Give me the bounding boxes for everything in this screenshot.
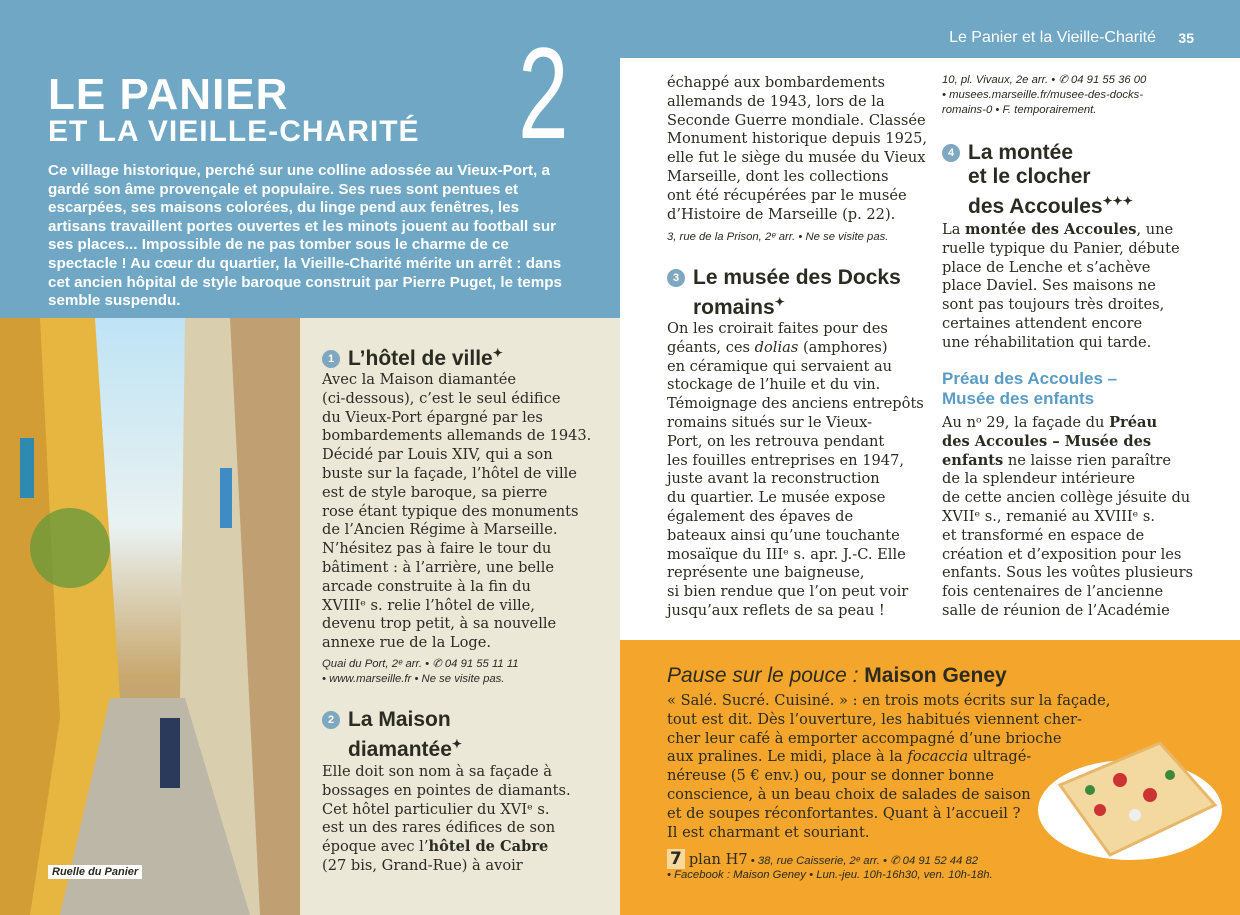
- text-line: tout est dit. Dès l’ouverture, les habitués viennent cher-: [667, 710, 1082, 728]
- photo-caption: Ruelle du Panier: [48, 865, 142, 879]
- text-line: géants, ces dolias (amphores): [667, 338, 888, 356]
- section-3-body: [667, 320, 924, 621]
- text-line: Marseille, dont les collections: [667, 167, 889, 185]
- number-badge: 3: [667, 269, 685, 287]
- text-line: 3, rue de la Prison, 2ᵉ arr. • Ne se visite pas.: [667, 231, 889, 243]
- section-title-3: des Accoules: [968, 195, 1103, 218]
- text-line: romains-0 • F. temporairement.: [942, 104, 1097, 116]
- text-line: mosaïque du IIIᵉ s. apr. J.-C. Elle: [667, 545, 906, 563]
- text-line: devenu trop petit, à sa nouvelle: [322, 615, 557, 633]
- subheading: [942, 369, 1117, 409]
- text-line: enfants. Sous les voûtes plusieurs: [942, 564, 1194, 582]
- subheading-line: Musée des enfants: [942, 389, 1095, 408]
- text-line: stockage de l’huile et du vin.: [667, 376, 881, 394]
- text-line: N’hésitez pas à faire le tour du: [322, 540, 552, 558]
- text-line: en céramique qui servaient au: [667, 357, 893, 375]
- text-line: bombardements allemands de 1943.: [322, 427, 592, 445]
- plan-ref: plan H7: [688, 851, 748, 868]
- street-photo: [0, 318, 300, 915]
- text-line: ruelle typique du Panier, débute: [942, 239, 1180, 257]
- text-line: juste avant la reconstruction: [667, 470, 880, 488]
- text-line: jusqu’aux reflets de sa peau !: [667, 601, 885, 619]
- number-badge: 1: [322, 350, 340, 368]
- text-line: ont été récupérées par le musée: [667, 186, 907, 204]
- pause-info-line-2: • Facebook : Maison Geney • Lun.-jeu. 10h-16h30, ven. 10h-18h.: [667, 869, 993, 881]
- star-rating: ✦: [451, 737, 462, 751]
- text-line: représente une baigneuse,: [667, 564, 865, 582]
- text-line: allemands de 1943, lors de la: [667, 92, 885, 110]
- text-line: Seconde Guerre mondiale. Classée: [667, 111, 926, 129]
- text-line: fois centenaires de l’ancienne: [942, 583, 1164, 601]
- text-line: certaines attendent encore: [942, 314, 1143, 332]
- pause-name: Maison Geney: [864, 664, 1007, 687]
- pause-info-line-1: [667, 849, 978, 869]
- text-line: Elle doit son nom à sa façade à: [322, 763, 553, 780]
- text-line: enfants ne laisse rien paraître: [942, 451, 1171, 469]
- text-line: rose étant typique des monuments: [322, 502, 579, 520]
- text-line: On les croirait faites pour des: [667, 320, 888, 337]
- page-number: 35: [1178, 30, 1194, 46]
- text-line: de l’Ancien Régime à Marseille.: [322, 521, 558, 539]
- text-line: annexe rue de la Loge.: [322, 634, 492, 652]
- section-1-body: [322, 371, 591, 653]
- text-line: les fouilles entreprises en 1947,: [667, 451, 904, 469]
- text-line: aux pralines. Le midi, place à la focaccia ultragé-: [667, 748, 1032, 766]
- text-line: du Vieux-Port épargné par les: [322, 408, 543, 426]
- section-3-info: [942, 73, 1146, 118]
- text-line: Avec la Maison diamantée: [322, 371, 517, 388]
- text-line: XVIIᵉ s., remanié au XVIIIᵉ s.: [942, 507, 1156, 525]
- text-line: Au nᵒ 29, la façade du Préau: [942, 414, 1158, 431]
- text-line: arcade construite à la fin du: [322, 577, 531, 595]
- text-line: de cette ancien collège jésuite du: [942, 489, 1191, 507]
- text-line: conscience, à un beau choix de salades de saison: [667, 785, 1031, 803]
- star-rating: ✦: [774, 295, 785, 309]
- section-title-2: et le clocher: [968, 165, 1091, 188]
- pause-heading: [667, 664, 1007, 688]
- text-line: et transformé en espace de: [942, 526, 1145, 544]
- section-title-2: diamantée: [348, 738, 452, 761]
- pause-label: Pause sur le pouce :: [667, 664, 859, 687]
- bold-text: des Accoules – Musée des: [942, 432, 1152, 450]
- chapter-intro: Ce village historique, perché sur une colline adossée au Vieux-Port, a gardé son âme provençale et populaire. Ses rues sont pentues et escarpées, ses maisons colorées, du linge pend aux fenêtres, les artisans travaillent portes ouvertes et les minots jouent au football sur ses places... Impossible de ne pas tomber sous le charme de ce spectacle ! Au cœur du quartier, la Vieille-Charité mérite un arrêt : dans cet ancien hôpital de style baroque construit par Pierre Puget, le temps semble suspendu.: [48, 162, 562, 310]
- text-line: place de Lenche et s’achève: [942, 258, 1151, 276]
- section-title: La Maison: [348, 708, 451, 731]
- bold-text: enfants: [942, 451, 1004, 469]
- text-line: si bien rendue que l’on peut voir: [667, 583, 909, 601]
- text-line: néreuse (5 € env.) ou, pour se donner bonne: [667, 767, 994, 785]
- text-line: Cet hôtel particulier du XVIᵉ s.: [322, 800, 550, 818]
- text-line: Il est charmant et souriant.: [667, 823, 870, 841]
- text-line: buste sur la façade, l’hôtel de ville: [322, 464, 577, 482]
- text-line: d’Histoire de Marseille (p. 22).: [667, 205, 896, 223]
- chapter-number: 2: [518, 20, 569, 166]
- text-line: salle de réunion de l’Académie: [942, 601, 1170, 619]
- text-line: Quai du Port, 2ᵉ arr. • ✆ 04 91 55 11 11: [322, 658, 519, 670]
- text-line: place Daviel. Ses maisons ne: [942, 277, 1156, 295]
- text-line: cher leur café à emporter accompagné d’une brioche: [667, 729, 1062, 747]
- text-line: XVIIIᵉ s. relie l’hôtel de ville,: [322, 596, 535, 614]
- pause-address: • 38, rue Caisserie, 2ᵉ arr. • ✆ 04 91 52 44 82: [747, 855, 979, 867]
- section-1-heading: [322, 341, 503, 371]
- text-line: • musees.marseille.fr/musee-des-docks-: [942, 89, 1144, 101]
- section-1-info: [322, 657, 519, 687]
- running-title: Le Panier et la Vieille-Charité: [949, 29, 1156, 46]
- focaccia-illustration: [1030, 735, 1230, 865]
- text-line: Monument historique depuis 1925,: [667, 130, 928, 148]
- text-line: et de soupes réconfortantes. Quant à l’accueil ?: [667, 804, 1021, 822]
- text-line: 10, pl. Vivaux, 2e arr. • ✆ 04 91 55 36 00: [942, 74, 1147, 86]
- star-rating: ✦: [492, 346, 503, 360]
- text-line: est un des rares édifices de son: [322, 819, 556, 837]
- bold-text: Préau: [1109, 414, 1158, 431]
- text-line: une réhabilitation qui tarde.: [942, 333, 1152, 351]
- text-line: de la splendeur intérieure: [942, 470, 1136, 488]
- section-4-heading: [942, 141, 1133, 219]
- text-line: elle fut le siège du musée du Vieux: [667, 149, 926, 167]
- chapter-title: LE PANIER: [48, 70, 289, 119]
- star-rating: ✦✦✦: [1102, 194, 1133, 208]
- text-line: Décidé par Louis XIV, qui a son: [322, 446, 553, 464]
- plan-number: 7: [667, 849, 685, 869]
- text-line: est de style baroque, sa pierre: [322, 483, 548, 501]
- bold-text: montée des Accoules: [965, 221, 1137, 238]
- text-line: romains situés sur le Vieux-: [667, 413, 873, 431]
- text-line: création et d’exposition pour les: [942, 545, 1182, 563]
- text-line: [942, 433, 1193, 452]
- chapter-subtitle: ET LA VIEILLE-CHARITÉ: [48, 115, 420, 148]
- number-badge: 2: [322, 711, 340, 729]
- section-title: Le musée des Docks: [693, 266, 901, 289]
- section-2-body-cont: [667, 74, 927, 224]
- number-badge: 4: [942, 144, 960, 162]
- subsection-body: [942, 414, 1193, 621]
- text-line: bateaux ainsi qu’une touchante: [667, 526, 900, 544]
- italic-text: dolias: [754, 338, 799, 356]
- italic-text: focaccia: [907, 748, 969, 766]
- bold-text: hôtel de Cabre: [428, 838, 549, 856]
- section-title-2: romains: [693, 296, 775, 319]
- text-line: également des épaves de: [667, 507, 854, 525]
- text-line: (ci-dessous), c’est le seul édifice: [322, 389, 561, 407]
- text-line: du quartier. Le musée expose: [667, 489, 886, 507]
- text-line: époque avec l’hôtel de Cabre: [322, 838, 549, 856]
- section-3-heading: [667, 266, 901, 320]
- section-title: La montée: [968, 141, 1074, 164]
- section-2-heading: [322, 708, 462, 762]
- text-line: La montée des Accoules, une: [942, 221, 1174, 238]
- section-title: L’hôtel de ville: [348, 347, 493, 370]
- text-line: (27 bis, Grand-Rue) à avoir: [322, 856, 523, 874]
- text-line: bâtiment : à l’arrière, une belle: [322, 558, 555, 576]
- text-line: Témoignage des anciens entrepôts: [667, 395, 924, 413]
- text-line: • www.marseille.fr • Ne se visite pas.: [322, 673, 505, 685]
- section-4-body: [942, 221, 1180, 353]
- text-line: sont pas toujours très droites,: [942, 296, 1165, 314]
- text-line: « Salé. Sucré. Cuisiné. » : en trois mots écrits sur la façade,: [667, 692, 1111, 709]
- text-line: échappé aux bombardements: [667, 74, 886, 91]
- section-2-info: [667, 230, 888, 245]
- text-line: bossages en pointes de diamants.: [322, 781, 571, 799]
- subheading-line: Préau des Accoules –: [942, 369, 1118, 388]
- text-line: Port, on les retrouva pendant: [667, 432, 885, 450]
- section-2-body: [322, 763, 571, 876]
- alley-illustration: [0, 318, 300, 915]
